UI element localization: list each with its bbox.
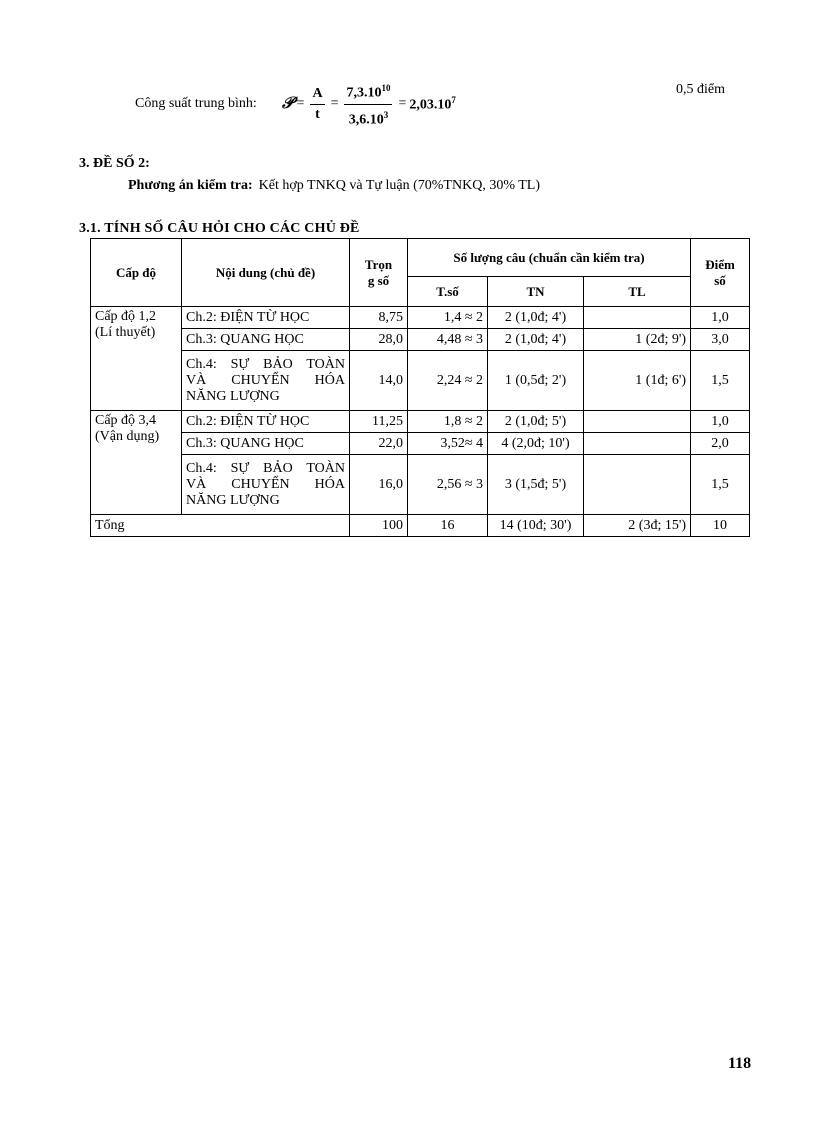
table-row [91, 455, 750, 515]
topic-cell: Ch.4: SỰ BẢO TOÀN VÀ CHUYỂN HÓA NĂNG LƯỢNG [182, 455, 350, 515]
weight-cell: 22,0 [350, 433, 408, 455]
tn-cell: 2 (1,0đ; 4') [488, 307, 584, 329]
fraction-values [344, 80, 392, 128]
total-cell: 2,56 ≈ 3 [408, 455, 488, 515]
footer-tl: 2 (3đ; 15') [584, 515, 691, 537]
table-row [91, 433, 750, 455]
equals-sign: = [398, 96, 407, 111]
tl-cell [584, 433, 691, 455]
test-plan-text: Kết hợp TNKQ và Tự luận (70%TNKQ, 30% TL) [258, 178, 540, 193]
topic-cell: Ch.3: QUANG HỌC [182, 433, 350, 455]
topic-cell: Ch.4: SỰ BẢO TOÀN VÀ CHUYỂN HÓA NĂNG LƯỢNG [182, 351, 350, 411]
header-tl: TL [584, 277, 691, 307]
score-cell: 1,0 [691, 411, 750, 433]
total-cell: 2,24 ≈ 2 [408, 351, 488, 411]
footer-score: 10 [691, 515, 750, 537]
topic-cell: Ch.3: QUANG HỌC [182, 329, 350, 351]
test-plan-label: Phương án kiểm tra: [128, 178, 253, 193]
weight-cell: 8,75 [350, 307, 408, 329]
tn-cell: 1 (0,5đ; 2') [488, 351, 584, 411]
weight-cell: 11,25 [350, 411, 408, 433]
equals-sign: = [330, 96, 339, 111]
section-3-1-heading: 3.1. TÍNH SỐ CÂU HỎI CHO CÁC CHỦ ĐỀ [79, 221, 360, 236]
total-cell: 1,8 ≈ 2 [408, 411, 488, 433]
power-formula [282, 82, 456, 126]
section-3-heading: 3. ĐỀ SỐ 2: [79, 156, 150, 171]
header-content: Nội dung (chủ đề) [182, 239, 350, 307]
header-total: T.số [408, 277, 488, 307]
tl-cell [584, 455, 691, 515]
page-number: 118 [728, 1055, 752, 1072]
level-cell: Cấp độ 3,4 (Vận dụng) [91, 411, 182, 515]
table-row [91, 351, 750, 411]
weight-cell: 16,0 [350, 455, 408, 515]
footer-tn: 14 (10đ; 30') [488, 515, 584, 537]
header-score: Điểm số [691, 239, 750, 307]
formula-result: 2,03.10$^7$ [409, 94, 456, 113]
tn-cell: 3 (1,5đ; 5') [488, 455, 584, 515]
total-cell: 4,48 ≈ 3 [408, 329, 488, 351]
weight-cell: 28,0 [350, 329, 408, 351]
tl-cell: 1 (1đ; 6') [584, 351, 691, 411]
equals-sign: = [296, 96, 305, 111]
fraction-a-over-t [310, 86, 324, 123]
topic-cell: Ch.2: ĐIỆN TỪ HỌC [182, 307, 350, 329]
topic-cell: Ch.2: ĐIỆN TỪ HỌC [182, 411, 350, 433]
footer-label: Tổng [91, 515, 350, 537]
score-cell: 3,0 [691, 329, 750, 351]
formula-score: 0,5 điểm [676, 82, 725, 97]
total-cell: 1,4 ≈ 2 [408, 307, 488, 329]
score-cell: 1,0 [691, 307, 750, 329]
test-plan [128, 178, 540, 194]
fraction-numerator: 7,3.10$^{10}$ [344, 80, 392, 105]
fraction-numerator: A [310, 86, 324, 105]
weight-cell: 14,0 [350, 351, 408, 411]
table-row [91, 329, 750, 351]
tn-cell: 2 (1,0đ; 5') [488, 411, 584, 433]
footer-weight: 100 [350, 515, 408, 537]
level-cell: Cấp độ 1,2 (Lí thuyết) [91, 307, 182, 411]
score-cell: 1,5 [691, 351, 750, 411]
header-weight: Trọn g số [350, 239, 408, 307]
tl-cell [584, 411, 691, 433]
tl-cell [584, 307, 691, 329]
table-header-row [91, 239, 750, 277]
table-row [91, 307, 750, 329]
tn-cell: 2 (1,0đ; 4') [488, 329, 584, 351]
fraction-denominator: 3,6.10$^3$ [348, 109, 389, 128]
score-cell: 1,5 [691, 455, 750, 515]
header-level: Cấp độ [91, 239, 182, 307]
table-footer-row [91, 515, 750, 537]
power-symbol: 𝒫 [282, 95, 294, 112]
topic-question-table [90, 238, 750, 537]
table-row [91, 411, 750, 433]
header-tn: TN [488, 277, 584, 307]
score-cell: 2,0 [691, 433, 750, 455]
footer-total: 16 [408, 515, 488, 537]
header-count: Số lượng câu (chuẩn cần kiểm tra) [408, 239, 691, 277]
tn-cell: 4 (2,0đ; 10') [488, 433, 584, 455]
fraction-denominator: t [315, 106, 320, 122]
total-cell: 3,52≈ 4 [408, 433, 488, 455]
formula-label: Công suất trung bình: [135, 96, 257, 111]
tl-cell: 1 (2đ; 9') [584, 329, 691, 351]
